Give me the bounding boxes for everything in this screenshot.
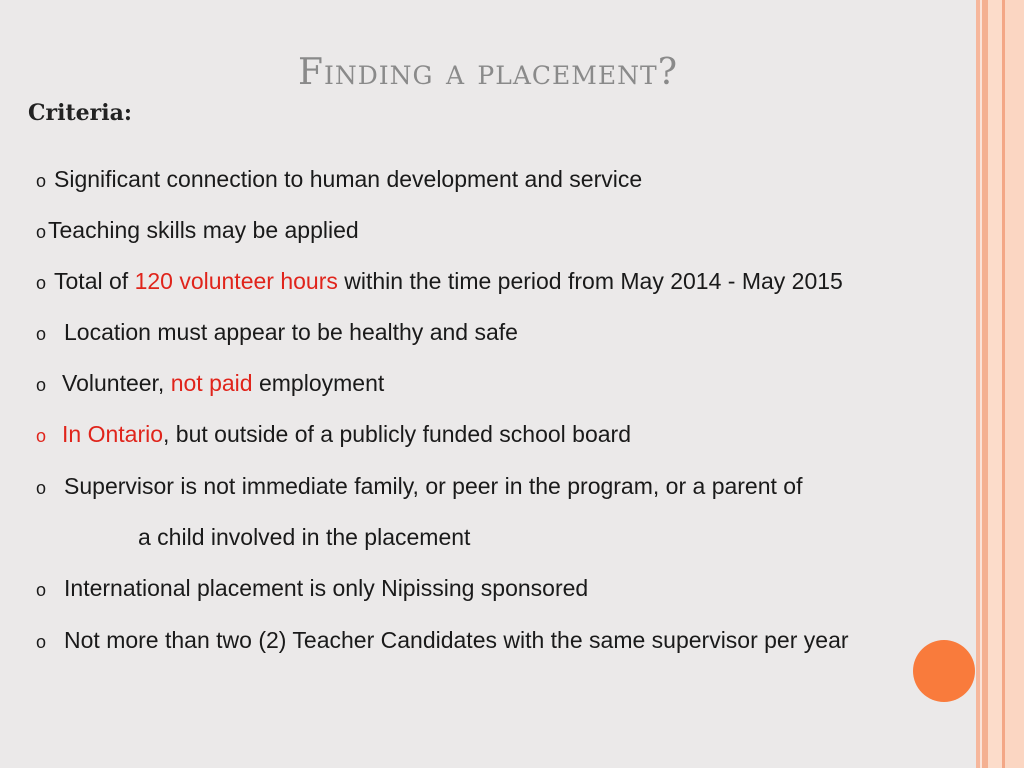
bullet-circle-icon: o (36, 426, 47, 446)
slide-title: Finding a placement? (298, 52, 678, 93)
bullet-circle-icon: o (36, 478, 47, 498)
bullet-circle-icon: o (36, 171, 47, 191)
list-item: o Total of 120 volunteer hours within the time period from May 2014 - May 2015 (36, 268, 843, 294)
bullet-circle-icon: o (36, 580, 47, 600)
list-item: o International placement is only Nipissing sponsored (36, 575, 589, 601)
list-item: o Significant connection to human development and service (36, 166, 643, 192)
list-item: o Not more than two (2) Teacher Candidates with the same supervisor per year (36, 627, 849, 653)
list-item: o In Ontario, but outside of a publicly funded school board (36, 421, 632, 447)
list-item: o Location must appear to be healthy and safe (36, 319, 518, 345)
bullet-circle-icon: o (36, 222, 47, 242)
bullet-circle-icon: o (36, 273, 47, 293)
list-item: o Supervisor is not immediate family, or peer in the program, or a parent of (36, 473, 803, 499)
list-item: oTeaching skills may be applied (36, 217, 359, 243)
bullet-circle-icon: o (36, 632, 47, 652)
criteria-heading: Criteria: (28, 100, 132, 126)
bullet-circle-icon: o (36, 324, 47, 344)
bullet-circle-icon: o (36, 375, 47, 395)
decorative-orange-circle (913, 640, 975, 702)
list-item: o Volunteer, not paid employment (36, 370, 385, 396)
list-item-continuation: a child involved in the placement (138, 524, 471, 550)
decorative-stripes (976, 0, 1024, 768)
